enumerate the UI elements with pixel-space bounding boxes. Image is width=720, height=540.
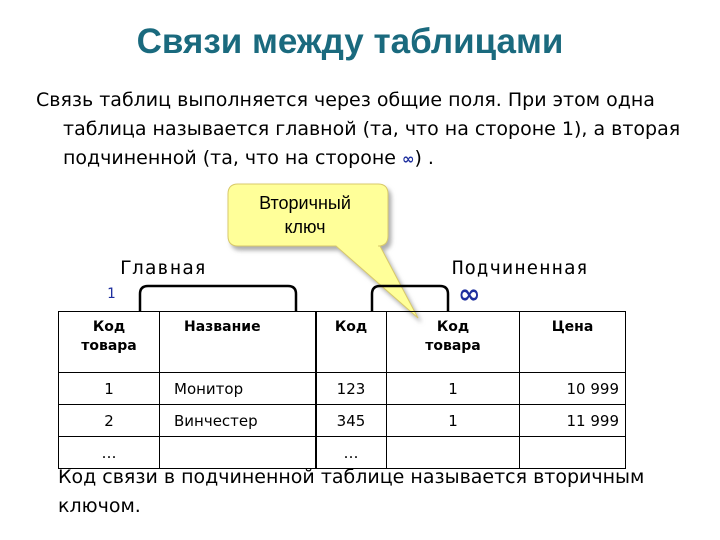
table-cell: Винчестер [160,405,317,437]
table-row [59,373,317,405]
callout-line-2: ключ [284,217,326,237]
page-title: Связи между таблицами [136,22,564,61]
many-marker: ∞ [458,279,481,310]
intro-text: Связь таблиц выполняется через общие поля. При этом одна таблица называется главной (та, что на стороне 1), а вторая подчиненной (та, что на стороне [36,89,681,169]
infinity-symbol: ∞ [401,150,415,168]
header-name: Название [160,312,317,373]
table-cell: 11 999 [520,405,626,437]
table-row [316,405,626,437]
table-cell: 10 999 [520,373,626,405]
main-table [58,311,317,469]
table-row [59,405,317,437]
header-product-code: Код товара [59,312,160,373]
header-product-code: Код товара [387,312,520,373]
header-code: Код [316,312,387,373]
callout-label [230,191,380,239]
sub-table-label: Подчиненная [452,257,589,279]
table-cell: … [316,437,387,469]
table-row [316,373,626,405]
main-table-label: Главная [120,257,208,279]
table-cell: 123 [316,373,387,405]
table-cell: 1 [387,405,520,437]
table-cell: Монитор [160,373,317,405]
table-cell: … [59,437,160,469]
callout-line-1: Вторичный [259,193,351,213]
table-cell: 345 [316,405,387,437]
main-bracket [140,286,296,312]
one-marker: 1 [107,286,116,302]
table-cell: 1 [387,373,520,405]
table-cell: 1 [59,373,160,405]
outro-paragraph: Код связи в подчиненной таблице называется вторичным ключом. [58,466,645,517]
intro-end: ) . [414,147,434,169]
sub-table [315,311,626,469]
header-price: Цена [520,312,626,373]
table-cell: 2 [59,405,160,437]
